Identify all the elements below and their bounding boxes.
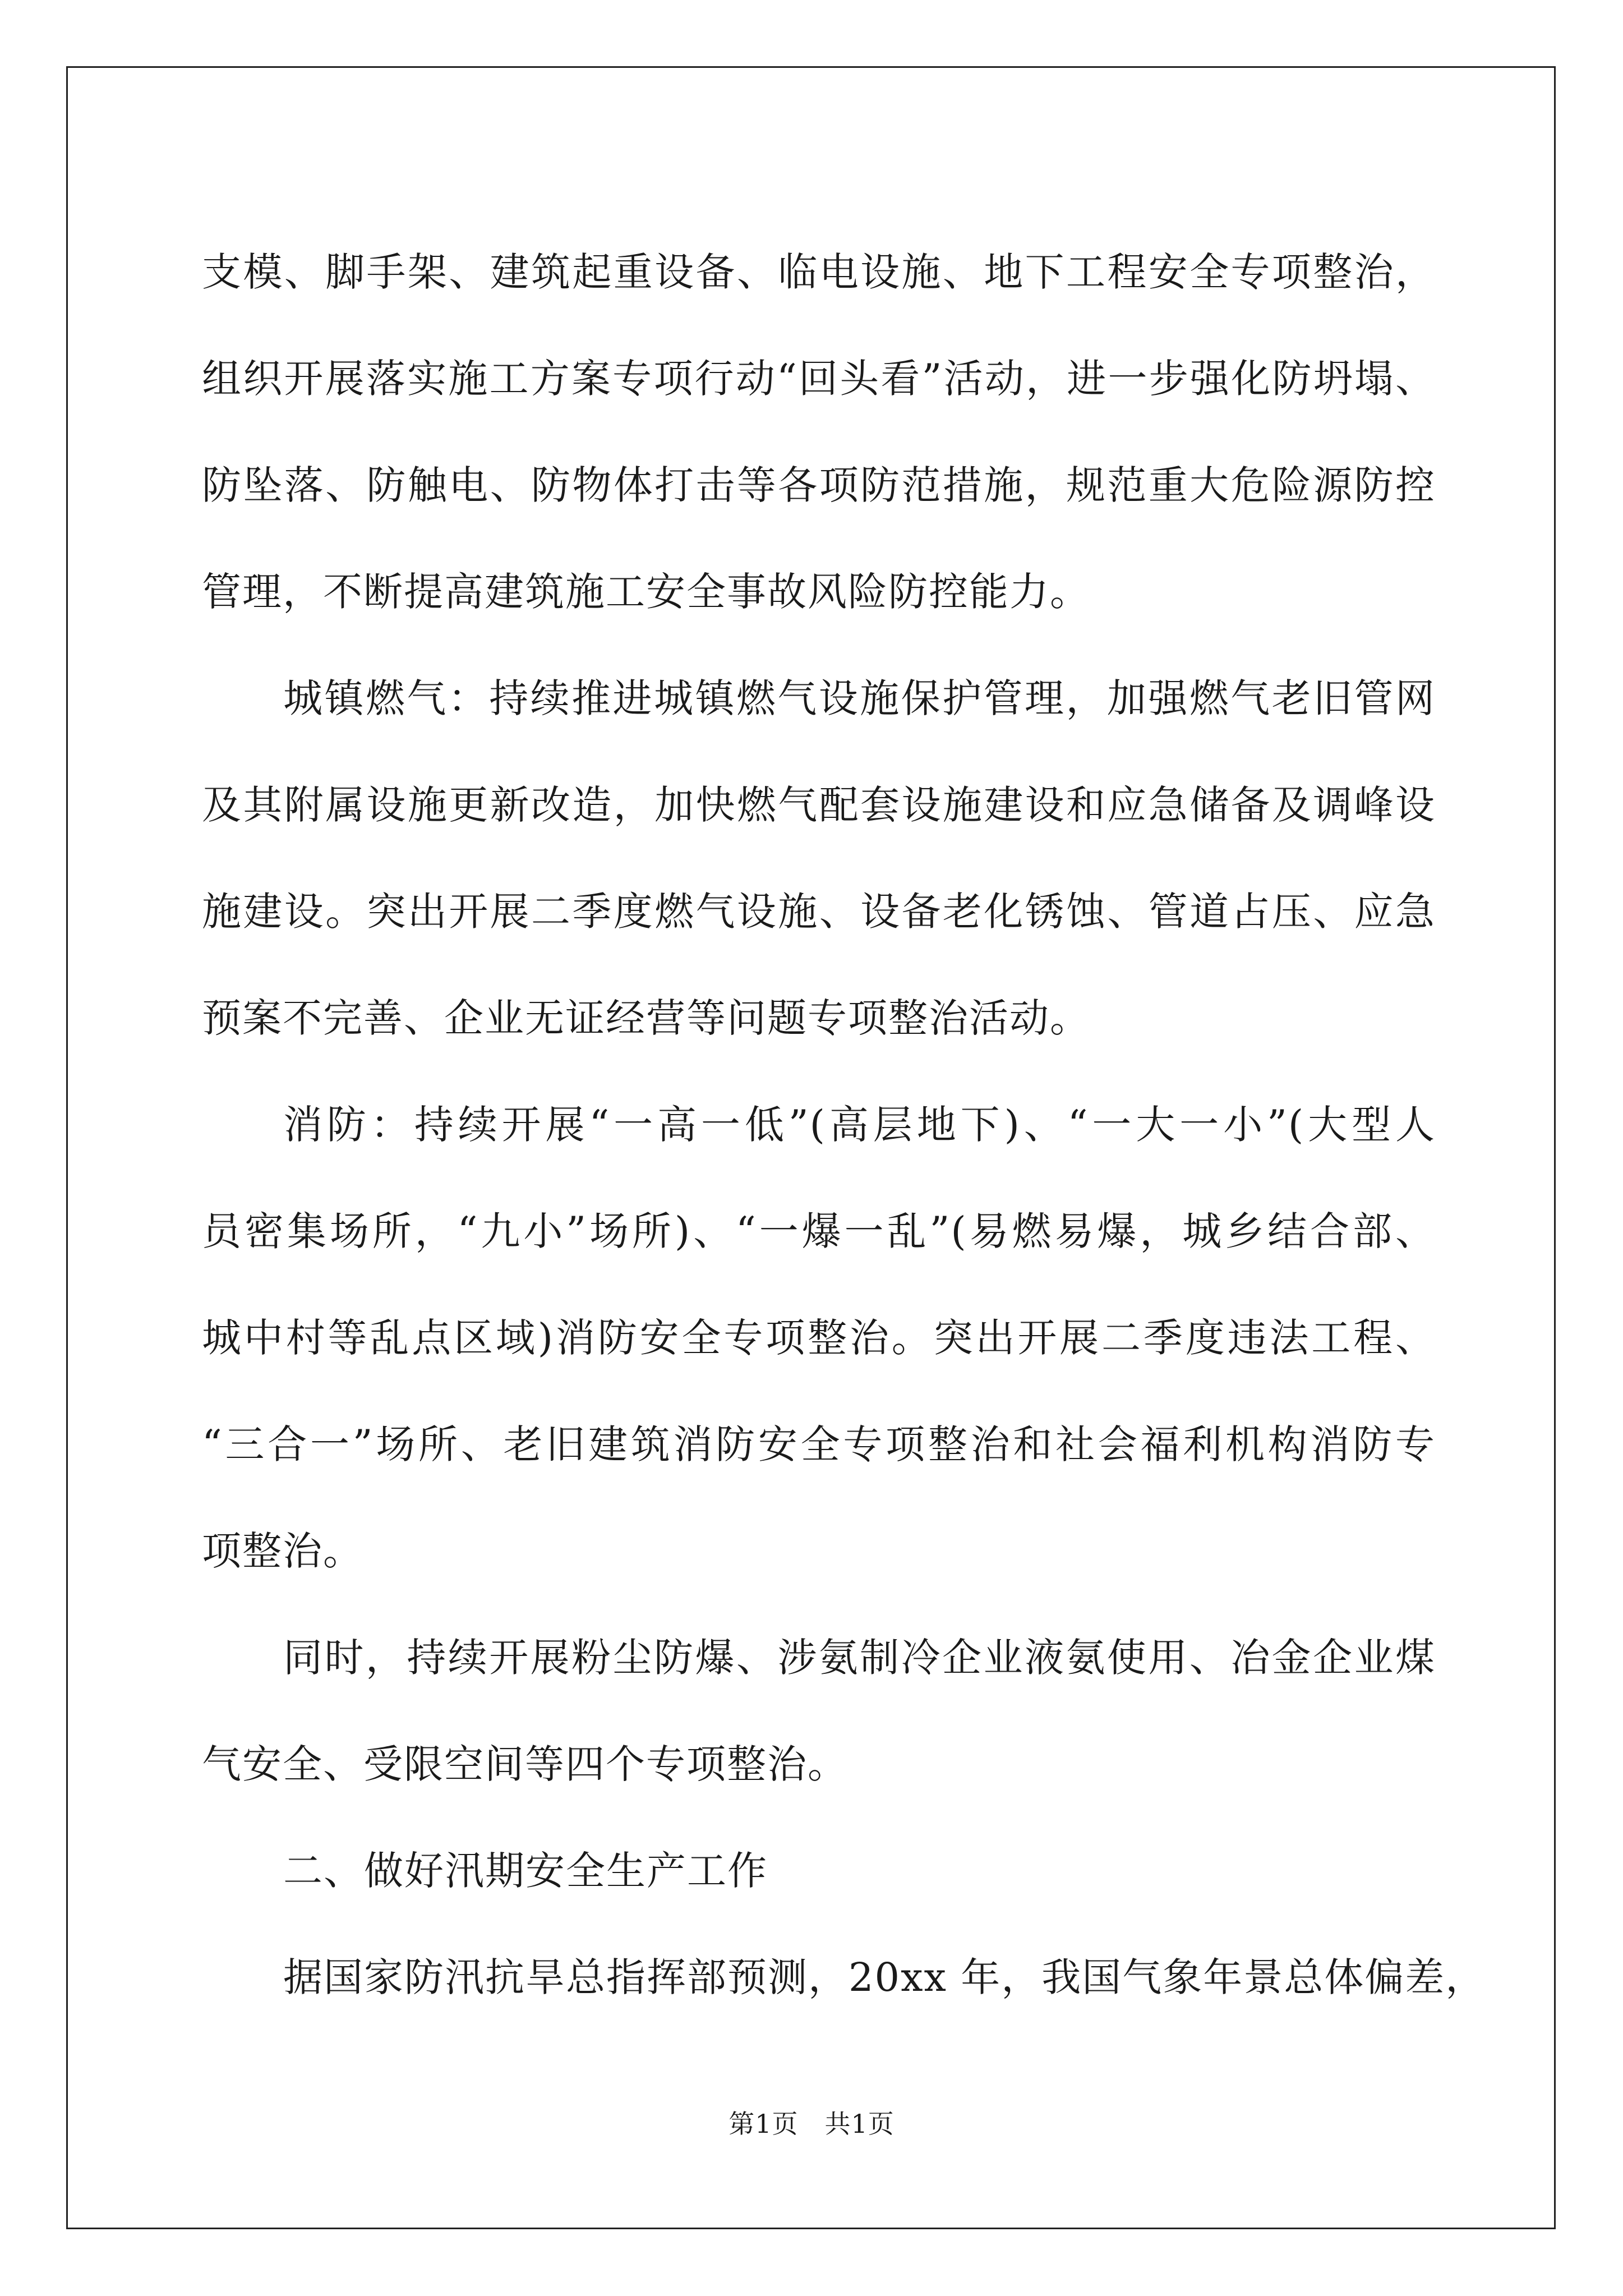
paragraph-line: 城中村等乱点区域)消防安全专项整治。突出开展二季度违法工程、 (202, 1315, 1436, 1361)
paragraph-line: 及其附属设施更新改造，加快燃气配套设施建设和应急储备及调峰设 (202, 782, 1436, 828)
paragraph-line: 组织开展落实施工方案专项行动“回头看”活动，进一步强化防坍塌、 (202, 356, 1436, 402)
paragraph-line: “三合一”场所、老旧建筑消防安全专项整治和社会福利机构消防专 (202, 1421, 1436, 1467)
paragraph-line: 防坠落、防触电、防物体打击等各项防范措施，规范重大危险源防控 (202, 462, 1436, 508)
paragraph-line: 气安全、受限空间等四个专项整治。 (202, 1741, 848, 1787)
paragraph-line: 项整治。 (202, 1528, 363, 1574)
paragraph-line: 预案不完善、企业无证经营等问题专项整治活动。 (202, 995, 1090, 1041)
paragraph-line: 施建设。突出开展二季度燃气设施、设备老化锈蚀、管道占压、应急 (202, 889, 1436, 935)
paragraph-line: 员密集场所，“九小”场所)、“一爆一乱”(易燃易爆，城乡结合部、 (202, 1208, 1436, 1254)
paragraph-line: 支模、脚手架、建筑起重设备、临电设施、地下工程安全专项整治， (202, 249, 1436, 295)
paragraph-line: 消防：持续开展“一高一低”(高层地下)、“一大一小”(大型人 (283, 1102, 1436, 1148)
paragraph-line: 同时，持续开展粉尘防爆、涉氨制冷企业液氨使用、冶金企业煤 (283, 1635, 1436, 1681)
section-heading: 二、做好汛期安全生产工作 (283, 1848, 768, 1894)
document-body (202, 219, 1486, 2031)
paragraph-line: 城镇燃气：持续推进城镇燃气设施保护管理，加强燃气老旧管网 (283, 675, 1436, 721)
page-number-footer: 第1页 共1页 (728, 2109, 895, 2139)
paragraph-line: 管理，不断提高建筑施工安全事故风险防控能力。 (202, 569, 1090, 615)
paragraph-line: 据国家防汛抗旱总指挥部预测，20xx 年，我国气象年景总体偏差， (283, 1954, 1486, 2000)
